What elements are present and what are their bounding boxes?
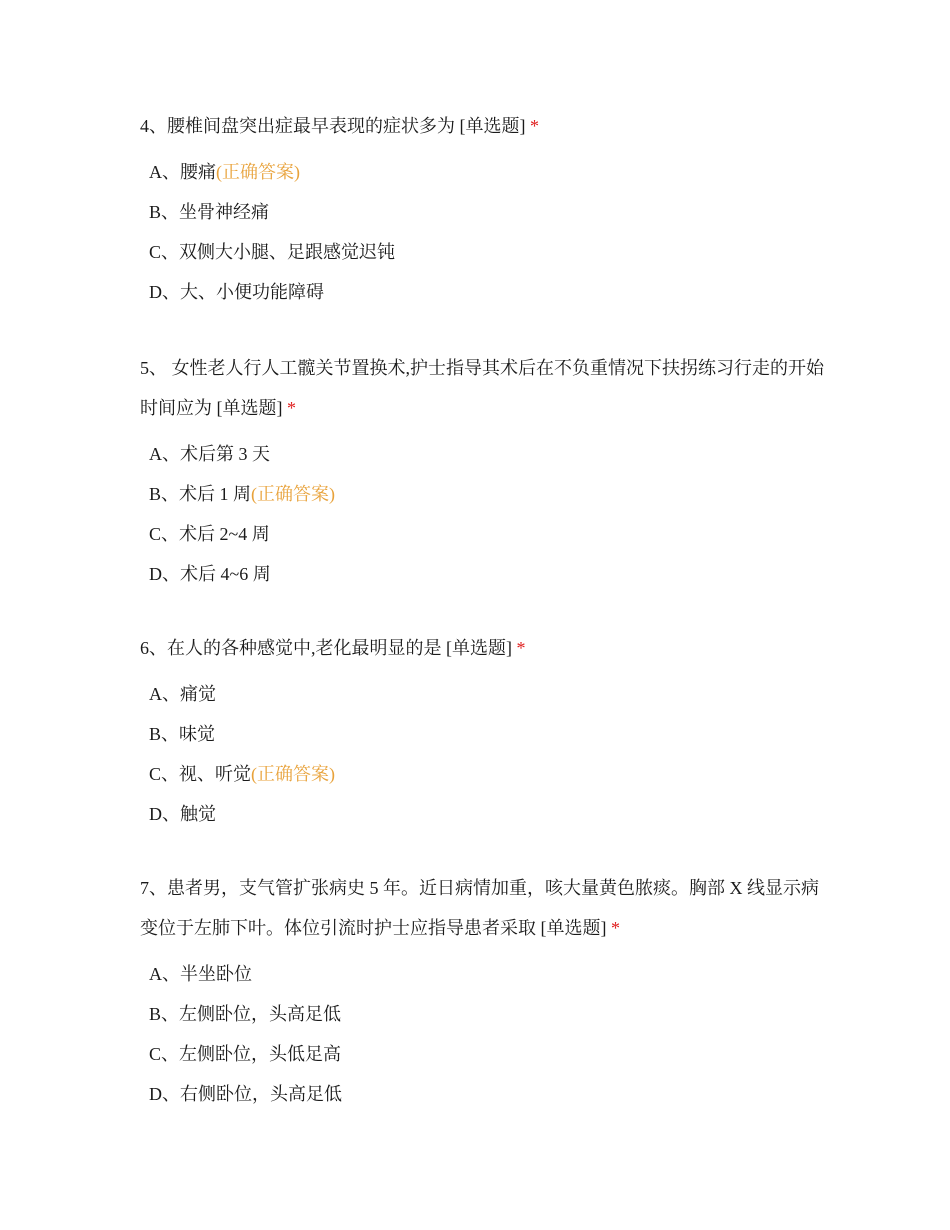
option-list	[140, 674, 830, 834]
required-mark: *	[530, 116, 539, 136]
option-a[interactable]: A、腰痛(正确答案)	[149, 162, 300, 182]
option-d[interactable]: D、右侧卧位，头高足低	[149, 1084, 342, 1104]
question-title: 5、 女性老人行人工髋关节置换术,护士指导其术后在不负重情况下扶拐练习行走的开始时间应为 [单选题] *	[140, 358, 824, 418]
correct-answer-tag: (正确答案)	[251, 764, 336, 784]
option-list	[140, 152, 830, 312]
option-a[interactable]: A、半坐卧位	[149, 964, 252, 984]
required-mark: *	[516, 638, 526, 658]
question-title: 7、患者男，支气管扩张病史 5 年。近日病情加重，咳大量黄色脓痰。胸部 X 线显示病变位于左肺下叶。体位引流时护士应指导患者采取 [单选题] *	[140, 878, 819, 938]
option-c[interactable]: C、术后 2~4 周	[149, 524, 270, 544]
option-d[interactable]: D、大、小便功能障碍	[149, 282, 324, 302]
option-d[interactable]: D、术后 4~6 周	[149, 564, 271, 584]
option-list	[140, 434, 830, 594]
question-title: 6、在人的各种感觉中,老化最明显的是 [单选题] *	[140, 638, 526, 658]
correct-answer-tag: (正确答案)	[251, 484, 336, 504]
option-a[interactable]: A、术后第 3 天	[149, 444, 270, 464]
option-c[interactable]: C、双侧大小腿、足跟感觉迟钝	[149, 242, 396, 262]
required-mark: *	[611, 918, 620, 938]
question-7	[140, 868, 830, 1114]
option-c[interactable]: C、左侧卧位，头低足高	[149, 1044, 342, 1064]
option-b[interactable]: B、味觉	[149, 724, 216, 744]
option-b[interactable]: B、坐骨神经痛	[149, 202, 270, 222]
option-c[interactable]: C、视、听觉(正确答案)	[149, 764, 336, 784]
option-d[interactable]: D、触觉	[149, 804, 216, 824]
question-title: 4、腰椎间盘突出症最早表现的症状多为 [单选题] *	[140, 116, 539, 136]
question-4	[140, 106, 830, 312]
option-a[interactable]: A、痛觉	[149, 684, 216, 704]
required-mark: *	[287, 398, 296, 418]
option-list	[140, 954, 830, 1114]
option-b[interactable]: B、术后 1 周(正确答案)	[149, 484, 336, 504]
question-6	[140, 628, 830, 834]
question-5	[140, 348, 830, 594]
correct-answer-tag: (正确答案)	[216, 162, 300, 182]
option-b[interactable]: B、左侧卧位，头高足低	[149, 1004, 342, 1024]
